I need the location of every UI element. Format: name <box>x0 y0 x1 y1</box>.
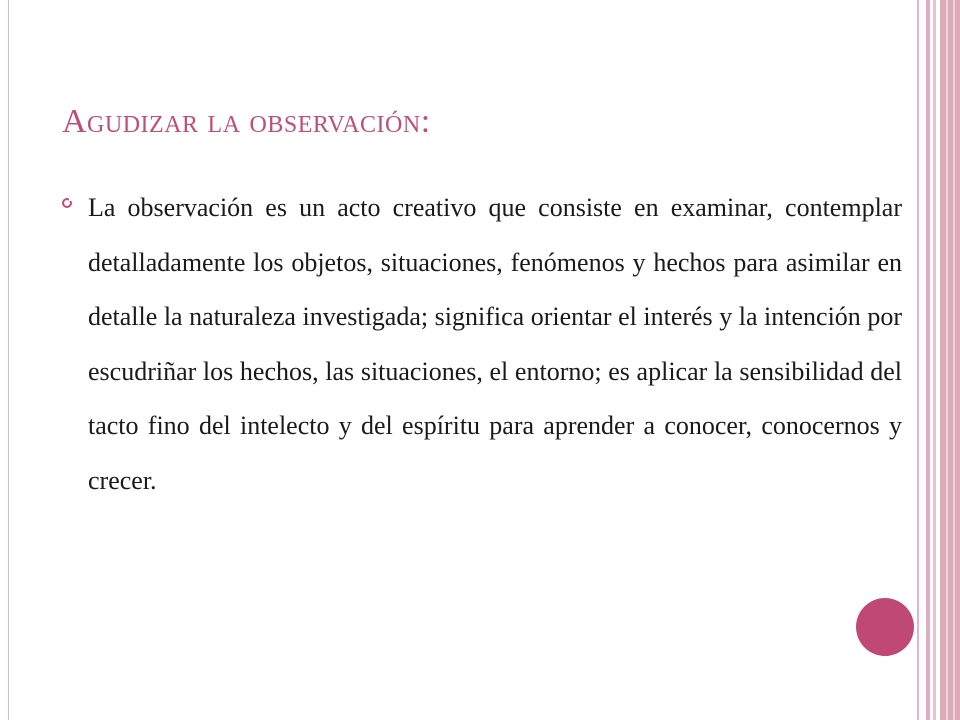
bullet-text: La observación es un acto creativo que consiste en examinar, contemplar detalladamente los objetos, situaciones, fenómenos y hechos para asimilar en detalle la naturaleza investigada; significa orientar el interés y la intención por escudriñar los hechos, las situaciones, el entorno; es aplicar la sensibilidad del tacto fino del intelecto y del espíritu para aprender a conocer, conocernos y crecer. <box>88 193 902 495</box>
decorative-stripe <box>940 0 960 720</box>
decorative-circle <box>856 598 914 656</box>
decorative-stripe <box>926 0 930 720</box>
slide-title: Agudizar la observación: <box>62 103 431 140</box>
decorative-stripe <box>946 0 948 720</box>
decorative-stripe <box>933 0 936 720</box>
decorative-stripe <box>917 0 919 720</box>
bullet-ring-icon <box>62 198 72 208</box>
left-frame-line <box>8 0 9 720</box>
decorative-stripe <box>953 0 955 720</box>
